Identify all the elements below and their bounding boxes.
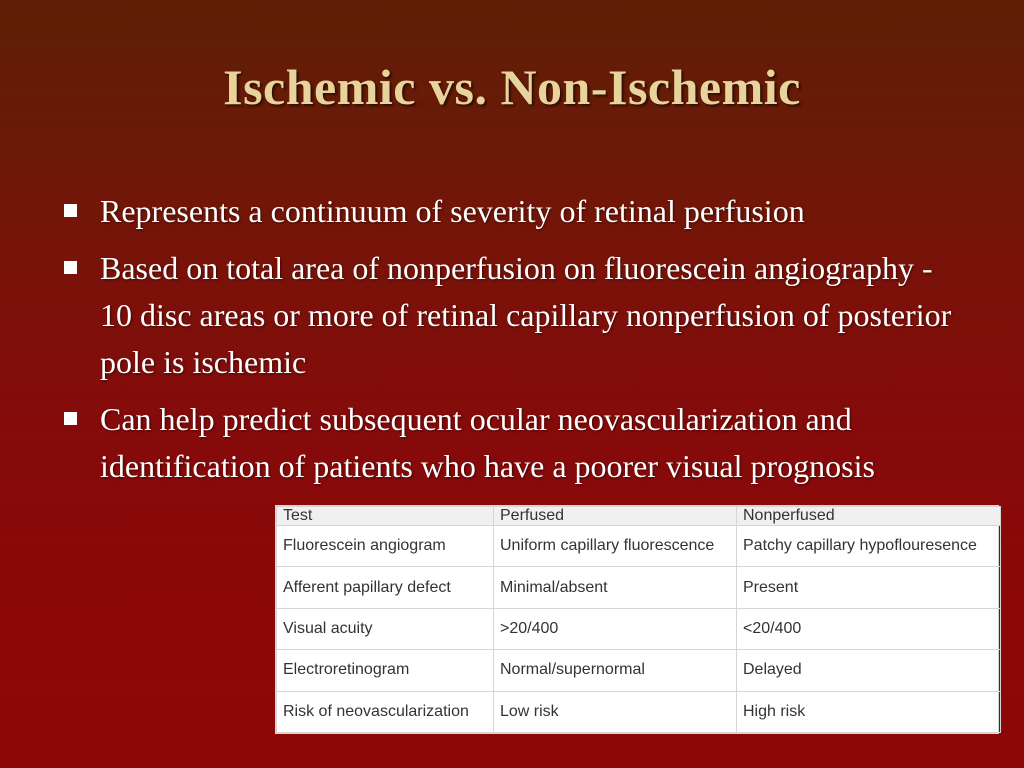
table-cell: >20/400: [494, 608, 737, 649]
table-cell: Visual acuity: [277, 608, 494, 649]
table-cell: Normal/supernormal: [494, 650, 737, 691]
comparison-table: [276, 506, 1001, 733]
column-header-perfused: Perfused: [494, 507, 737, 526]
table-cell: Patchy capillary hypoflouresence: [737, 526, 1001, 567]
bullet-item: [60, 396, 960, 490]
table-cell: Fluorescein angiogram: [277, 526, 494, 567]
table-cell: Minimal/absent: [494, 567, 737, 608]
bullet-item: [60, 245, 960, 386]
square-bullet-icon: [64, 204, 77, 217]
table-row: [277, 526, 1001, 567]
table-cell: Risk of neovascularization: [277, 691, 494, 732]
table-cell: Delayed: [737, 650, 1001, 691]
bullet-text: Can help predict subsequent ocular neovascularization and identification of patients who have a poorer visual prognosis: [100, 401, 875, 484]
table-cell: Afferent papillary defect: [277, 567, 494, 608]
table-row: [277, 691, 1001, 732]
table-cell: Uniform capillary fluorescence: [494, 526, 737, 567]
slide-title: Ischemic vs. Non-Ischemic: [223, 59, 801, 115]
column-header-nonperfused: Nonperfused: [737, 507, 1001, 526]
bullet-list: [60, 188, 960, 500]
bullet-text: Represents a continuum of severity of retinal perfusion: [100, 193, 805, 229]
comparison-table-image: [275, 505, 999, 734]
bullet-text: Based on total area of nonperfusion on fluorescein angiography - 10 disc areas or more of retinal capillary nonperfusion of posterior pole is ischemic: [100, 250, 952, 380]
square-bullet-icon: [64, 261, 77, 274]
table-row: [277, 608, 1001, 649]
table-cell: Low risk: [494, 691, 737, 732]
bullet-item: [60, 188, 960, 235]
table-cell: Present: [737, 567, 1001, 608]
table-cell: <20/400: [737, 608, 1001, 649]
table-header-row: [277, 507, 1001, 526]
table-row: [277, 650, 1001, 691]
table-cell: Electroretinogram: [277, 650, 494, 691]
table-cell: High risk: [737, 691, 1001, 732]
square-bullet-icon: [64, 412, 77, 425]
table-row: [277, 567, 1001, 608]
column-header-test: Test: [277, 507, 494, 526]
